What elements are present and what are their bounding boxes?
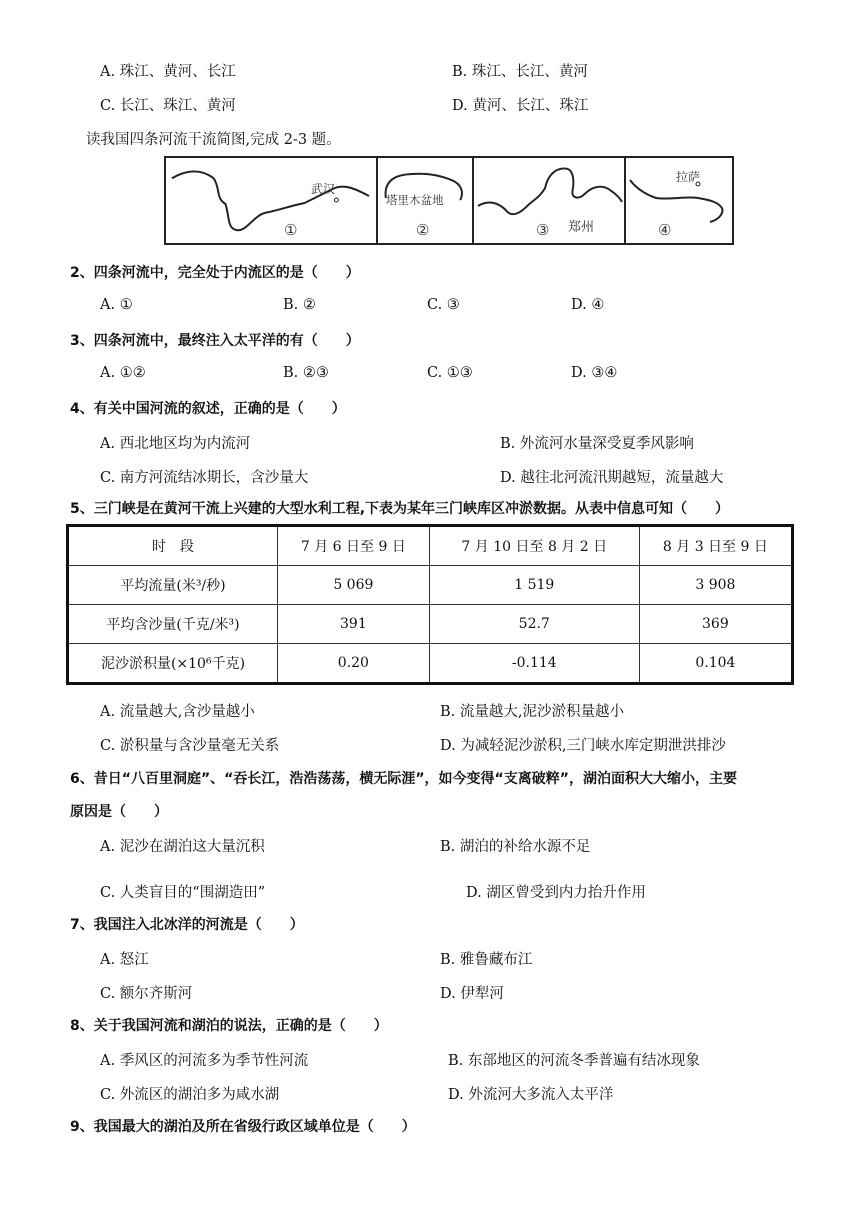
q6-option-d: D. 湖区曾受到内力抬升作用	[466, 885, 646, 901]
table-cell: 泥沙淤积量(×10⁶千克)	[68, 644, 278, 684]
q7-option-a: A. 怒江	[100, 952, 149, 968]
label-lhasa: 拉萨	[676, 170, 701, 184]
q8-option-b: B. 东部地区的河流冬季普遍有结冰现象	[448, 1053, 700, 1069]
label-wuhan: 武汉	[311, 182, 336, 196]
table-row	[68, 644, 793, 684]
table-cell: 0.104	[639, 644, 792, 684]
river-number-4: ④	[658, 221, 672, 239]
label-tarim-basin: 塔里木盆地	[386, 193, 444, 207]
q8-option-a: A. 季风区的河流多为季节性河流	[100, 1053, 309, 1069]
table-cell: 平均含沙量(千克/米³)	[68, 605, 278, 644]
table-cell: 369	[639, 605, 792, 644]
q5-option-b: B. 流量越大,泥沙淤积量越小	[440, 704, 624, 720]
q3-option-b: B. ②③	[283, 365, 329, 381]
figure-intro: 读我国四条河流干流简图,完成 2-3 题。	[86, 132, 341, 148]
table-cell: 0.20	[278, 644, 430, 684]
sediment-table	[66, 524, 794, 685]
river-panel-4	[626, 158, 732, 243]
table-cell: 1 519	[429, 566, 639, 605]
q1-option-c: C. 长江、珠江、黄河	[100, 98, 236, 114]
q5-option-c: C. 淤积量与含沙量毫无关系	[100, 738, 280, 754]
q5-stem: 5、三门峡是在黄河干流上兴建的大型水利工程,下表为某年三门峡库区冲淤数据。从表中信息可知（ ）	[70, 501, 730, 517]
table-cell: 平均流量(米³/秒)	[68, 566, 278, 605]
q4-option-a: A. 西北地区均为内流河	[100, 436, 251, 452]
q6-option-c: C. 人类盲目的“围湖造田”	[100, 885, 266, 901]
river-panel-3	[474, 158, 626, 243]
q3-stem: 3、四条河流中，最终注入太平洋的有（ ）	[70, 333, 360, 349]
q3-option-c: C. ①③	[427, 365, 473, 381]
q8-option-c: C. 外流区的湖泊多为咸水湖	[100, 1087, 280, 1103]
q4-option-d: D. 越往北河流汛期越短，流量越大	[500, 470, 724, 486]
table-cell: 52.7	[429, 605, 639, 644]
q2-option-d: D. ④	[571, 297, 605, 313]
table-header-cell: 7 月 10 日至 8 月 2 日	[429, 526, 639, 566]
q4-option-c: C. 南方河流结冰期长，含沙量大	[100, 470, 309, 486]
table-row	[68, 605, 793, 644]
q6-option-a: A. 泥沙在湖泊这大量沉积	[100, 839, 265, 855]
table-cell: 5 069	[278, 566, 430, 605]
river-number-2: ②	[416, 221, 430, 239]
q8-option-d: D. 外流河大多流入太平洋	[448, 1087, 614, 1103]
river-figure	[164, 156, 734, 245]
table-cell: 391	[278, 605, 430, 644]
river-1-shape	[166, 158, 376, 243]
q9-stem: 9、我国最大的湖泊及所在省级行政区域单位是（ ）	[70, 1119, 416, 1135]
q6-option-b: B. 湖泊的补给水源不足	[440, 839, 591, 855]
q1-option-d: D. 黄河、长江、珠江	[452, 98, 589, 114]
river-number-1: ①	[284, 221, 298, 239]
table-header-row	[68, 526, 793, 566]
q3-option-d: D. ③④	[571, 365, 618, 381]
table-header-cell: 时 段	[68, 526, 278, 566]
q6-stem-line1: 6、昔日“八百里洞庭”、“吞长江，浩浩荡荡，横无际涯”，如今变得“支离破粹”，湖泊面积大大缩小，主要	[70, 771, 737, 787]
q7-option-c: C. 额尔齐斯河	[100, 986, 193, 1002]
q4-option-b: B. 外流河水量深受夏季风影响	[500, 436, 694, 452]
q8-stem: 8、关于我国河流和湖泊的说法，正确的是（ ）	[70, 1018, 388, 1034]
table-header-cell: 7 月 6 日至 9 日	[278, 526, 430, 566]
q7-option-b: B. 雅鲁藏布江	[440, 952, 533, 968]
table-row	[68, 566, 793, 605]
river-panel-2	[378, 158, 474, 243]
label-zhengzhou: 郑州	[568, 220, 595, 235]
table-cell: -0.114	[429, 644, 639, 684]
q4-stem: 4、有关中国河流的叙述，正确的是（ ）	[70, 401, 346, 417]
q3-option-a: A. ①②	[100, 365, 146, 381]
q2-stem: 2、四条河流中，完全处于内流区的是（ ）	[70, 265, 360, 281]
q5-option-d: D. 为减轻泥沙淤积,三门峡水库定期泄洪排沙	[440, 738, 726, 754]
q7-option-d: D. 伊犁河	[440, 986, 504, 1002]
q1-option-b: B. 珠江、长江、黄河	[452, 64, 588, 80]
table-header-cell: 8 月 3 日至 9 日	[639, 526, 792, 566]
q2-option-c: C. ③	[427, 297, 460, 313]
q2-option-b: B. ②	[283, 297, 316, 313]
q1-option-a: A. 珠江、黄河、长江	[100, 64, 236, 80]
table-cell: 3 908	[639, 566, 792, 605]
q7-stem: 7、我国注入北冰洋的河流是（ ）	[70, 917, 304, 933]
q6-stem-line2: 原因是（ ）	[70, 804, 168, 820]
q5-option-a: A. 流量越大,含沙量越小	[100, 704, 255, 720]
river-panel-1	[166, 158, 378, 243]
q2-option-a: A. ①	[100, 297, 133, 313]
river-number-3: ③	[536, 221, 550, 239]
